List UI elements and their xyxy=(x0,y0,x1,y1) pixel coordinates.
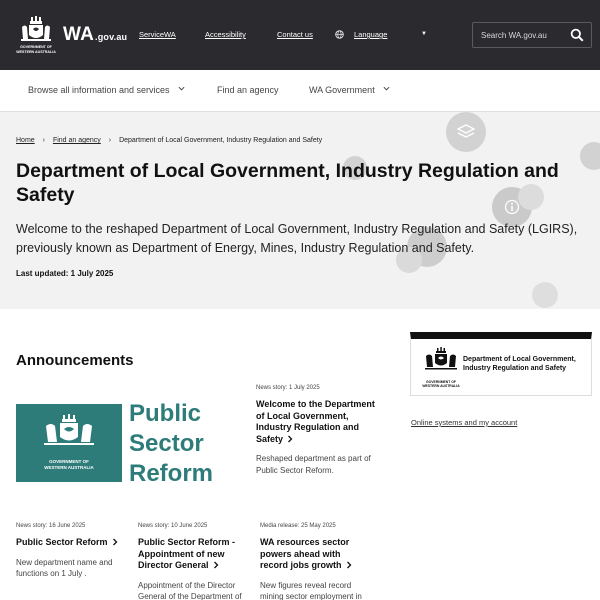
crest-caption: WESTERN AUSTRALIA xyxy=(44,465,94,470)
news-meta: Media release: 25 May 2025 xyxy=(260,523,336,529)
nav-browse-all[interactable]: Browse all information and services xyxy=(28,85,185,95)
department-name: Department of Local Government, Industry Regulation and Safety xyxy=(463,356,576,372)
news-summary: New figures reveal record mining sector employment in xyxy=(260,580,362,600)
top-bar xyxy=(0,0,600,70)
breadcrumb xyxy=(16,137,322,144)
breadcrumb-find-agency[interactable]: Find an agency xyxy=(52,137,101,144)
chevron-down-icon xyxy=(383,85,390,92)
breadcrumb-home[interactable]: Home xyxy=(16,137,35,144)
search-icon[interactable] xyxy=(570,28,584,42)
main-nav xyxy=(0,70,600,112)
chevron-right-icon xyxy=(213,561,219,569)
hero-section xyxy=(0,112,600,309)
news-meta: News story: 16 June 2025 xyxy=(16,523,86,529)
wa-gov-logo[interactable]: WA.gov.au xyxy=(63,24,128,45)
news-item xyxy=(16,523,126,580)
announcements-heading: Announcements xyxy=(16,352,134,369)
caret-down-icon[interactable]: ▼ xyxy=(421,31,427,37)
nav-find-agency[interactable]: Find an agency xyxy=(217,85,279,95)
news-headline-link[interactable]: Public Sector Reform xyxy=(16,537,126,549)
news-headline-link[interactable]: WA resources sector powers ahead with record jobs growth xyxy=(260,537,368,572)
news-headline-link[interactable]: Welcome to the Department of Local Government, Industry Regulation and Safety xyxy=(256,399,375,444)
chevron-down-icon xyxy=(178,85,185,92)
language-selector[interactable]: Language xyxy=(354,30,388,39)
news-headline-link[interactable]: Public Sector Reform - Appointment of new Director General xyxy=(138,537,236,570)
news-summary: Reshaped department as part of Public Sector Reform. xyxy=(256,454,371,475)
chevron-right-icon xyxy=(287,435,293,443)
news-item xyxy=(260,523,368,600)
crest-caption: GOVERNMENT OF xyxy=(49,459,89,464)
decorative-bubble xyxy=(532,282,558,308)
layers-icon xyxy=(457,124,475,140)
news-summary: Appointment of the Director General of the Department of xyxy=(138,580,242,600)
online-systems-link[interactable]: Online systems and my account xyxy=(411,418,518,427)
wa-crest-logo xyxy=(421,347,461,377)
public-sector-reform-graphic: Public Sector Reform xyxy=(129,400,214,487)
servicewa-link[interactable]: ServiceWA xyxy=(139,30,176,39)
decorative-bubble xyxy=(580,142,600,170)
accessibility-link[interactable]: Accessibility xyxy=(205,30,246,39)
crest-caption: GOVERNMENT OF WESTERN AUSTRALIA xyxy=(16,45,56,54)
search-input[interactable]: Search WA.gov.au xyxy=(472,22,592,48)
page-title: Department of Local Government, Industry Regulation and Safety xyxy=(16,160,559,206)
news-meta: News story: 10 June 2025 xyxy=(138,523,208,529)
chevron-right-icon: › xyxy=(42,137,45,144)
globe-icon xyxy=(335,30,344,39)
last-updated: Last updated: 1 July 2025 xyxy=(16,269,114,278)
contact-us-link[interactable]: Contact us xyxy=(277,30,313,39)
department-logo-card xyxy=(410,332,592,396)
news-summary: New department name and functions on 1 July . xyxy=(16,557,113,578)
breadcrumb-current: Department of Local Government, Industry Regulation and Safety xyxy=(119,137,323,144)
news-item xyxy=(256,385,381,476)
crest-caption: GOVERNMENT OF xyxy=(426,380,456,384)
intro-text: Welcome to the reshaped Department of Local Government, Industry Regulation and Safety (LGIRS), previously known as Department of Energy, Mines, Industry Regulation and Safety. xyxy=(16,222,578,255)
chevron-right-icon xyxy=(346,561,352,569)
feature-image[interactable] xyxy=(16,404,122,482)
wa-crest-logo xyxy=(38,414,100,458)
news-meta: News story: 1 July 2025 xyxy=(256,385,320,391)
chevron-right-icon xyxy=(112,538,118,546)
crest-caption: WESTERN AUSTRALIA xyxy=(422,384,460,388)
nav-wa-government[interactable]: WA Government xyxy=(309,85,390,95)
news-item xyxy=(138,523,246,600)
chevron-right-icon: › xyxy=(108,137,112,144)
